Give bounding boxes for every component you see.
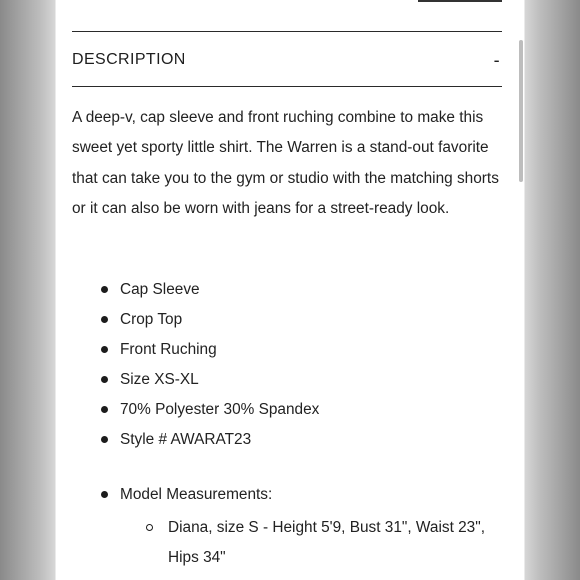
list-item xyxy=(72,428,512,458)
feature-label: Style # AWARAT23 xyxy=(120,431,252,448)
feature-label: Front Ruching xyxy=(120,341,217,358)
list-item xyxy=(72,278,512,308)
model-entry-text: Diana, size S - Height 5'9, Bust 31", Waist 23", Hips 34" xyxy=(168,519,485,567)
clipped-next-entry xyxy=(168,574,498,580)
list-item xyxy=(72,308,512,338)
description-accordion-header[interactable] xyxy=(72,49,502,71)
list-item xyxy=(72,398,512,428)
bullet-icon xyxy=(101,376,108,383)
list-item xyxy=(72,368,512,398)
sub-bullet-icon xyxy=(146,524,153,531)
feature-label: Cap Sleeve xyxy=(120,281,200,298)
model-entry xyxy=(168,513,512,574)
bullet-icon xyxy=(101,316,108,323)
feature-label: Size XS-XL xyxy=(120,371,199,388)
list-item xyxy=(72,483,512,513)
section-divider xyxy=(72,86,502,87)
list-item xyxy=(72,338,512,368)
product-details-panel xyxy=(56,0,524,580)
description-title: DESCRIPTION xyxy=(72,51,186,68)
collapse-toggle-icon[interactable]: - xyxy=(493,50,500,70)
model-measurements xyxy=(72,483,512,574)
bullet-icon xyxy=(101,286,108,293)
feature-label: 70% Polyester 30% Spandex xyxy=(120,401,320,418)
description-text: A deep-v, cap sleeve and front ruching combine to make this sweet yet sporty little shirt. The Warren is a stand-out favorite that can take you to the gym or studio with the matching shorts or it can also be worn with jeans for a street-ready look. xyxy=(72,109,499,218)
section-divider-top xyxy=(72,31,502,32)
bullet-icon xyxy=(101,436,108,443)
model-measurements-label: Model Measurements: xyxy=(120,486,273,503)
feature-label: Crop Top xyxy=(120,311,183,328)
bullet-icon xyxy=(101,346,108,353)
bullet-icon xyxy=(101,406,108,413)
scrollbar[interactable] xyxy=(519,40,523,182)
feature-list xyxy=(72,278,512,458)
top-section-rule-stub xyxy=(418,0,502,2)
bullet-icon xyxy=(101,491,108,498)
